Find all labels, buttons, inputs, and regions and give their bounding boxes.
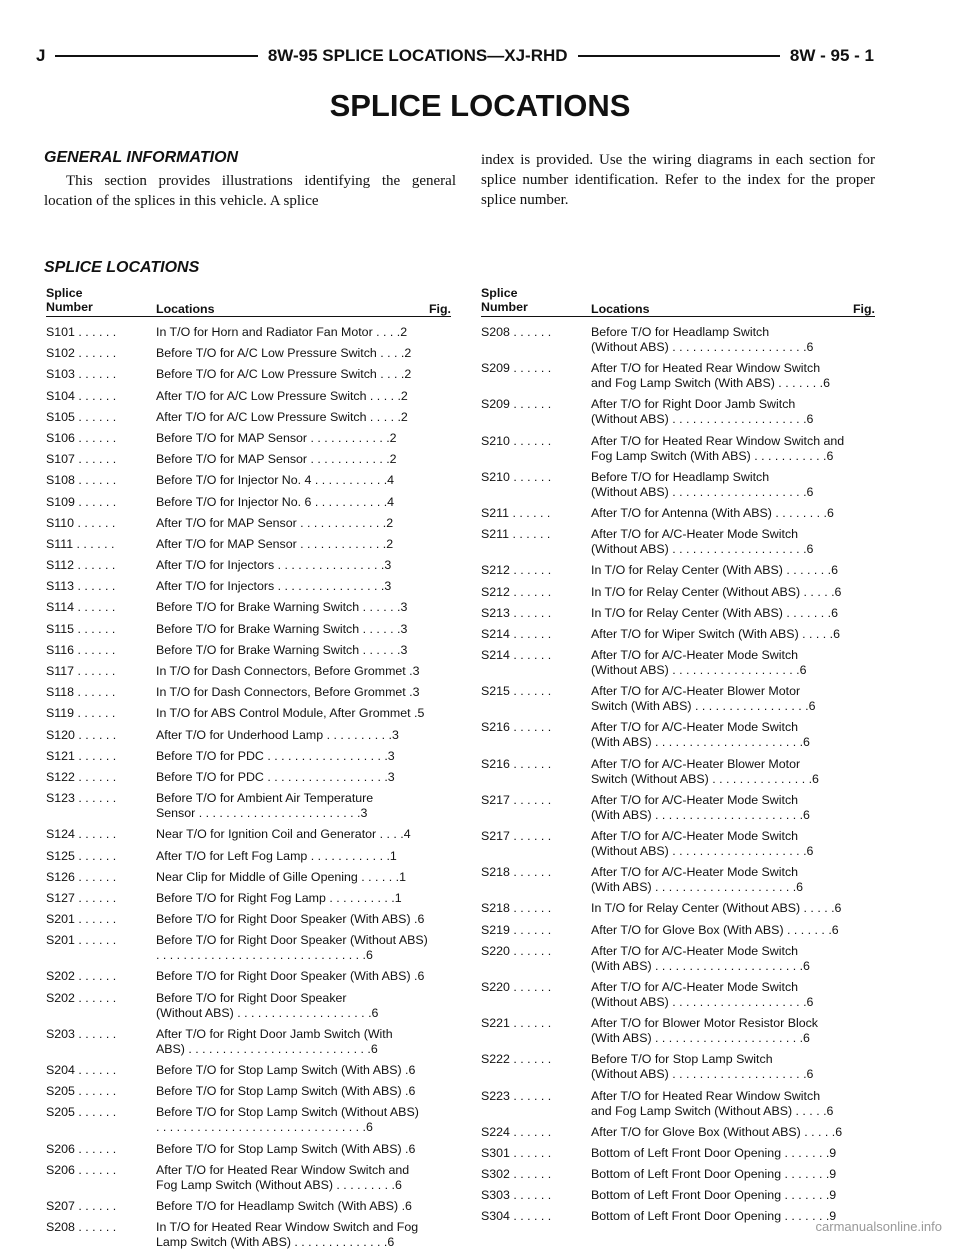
splice-location: After T/O for Blower Motor Resistor Block (With ABS) . . . . . . . . . . . . . . . . . . . . . .6 [591,1016,818,1046]
splice-number: S222 . . . . . . [481,1052,552,1067]
splice-location: Before T/O for Headlamp Switch (Without ABS) . . . . . . . . . . . . . . . . . . . .6 [591,469,814,499]
header-locations: Locations [156,302,215,316]
splice-row [481,527,875,557]
splice-location: After T/O for A/C-Heater Blower Motor Switch (Without ABS) . . . . . . . . . . . . . . .6 [591,756,819,786]
splice-location: Before T/O for A/C Low Pressure Switch . . . .2 [156,346,412,361]
general-text-left: This section provides illustrations identifying the general location of the splices in this vehicle. A splice [44,173,456,209]
splice-row [46,452,451,467]
splice-location: In T/O for Heated Rear Window Switch and Fog Lamp Switch (With ABS) . . . . . . . . . . . . . .6 [156,1220,419,1250]
page-header [36,44,874,68]
splice-location: Before T/O for Brake Warning Switch . . . . . .3 [156,600,408,615]
splice-number: S118 . . . . . . [46,685,116,700]
splice-row [481,1016,875,1046]
splice-location: After T/O for A/C-Heater Mode Switch (Without ABS) . . . . . . . . . . . . . . . . . . . .6 [591,527,814,557]
splice-location: After T/O for A/C Low Pressure Switch . . . . .2 [156,409,408,424]
splice-row [46,912,451,927]
splice-number: S223 . . . . . . [481,1088,552,1103]
splice-location: After T/O for A/C-Heater Mode Switch (Without ABS) . . . . . . . . . . . . . . . . . . . .6 [591,829,814,858]
splice-location: In T/O for ABS Control Module, After Grommet .5 [156,706,425,721]
splice-row [46,1084,451,1099]
splice-number: S211 . . . . . . [481,527,551,542]
splice-location: After T/O for MAP Sensor . . . . . . . . . . . . .2 [156,515,394,530]
splice-location: After T/O for Antenna (With ABS) . . . . . . . .6 [591,505,834,520]
splice-row [46,622,451,637]
splice-row [46,706,451,721]
splice-row [46,346,451,361]
splice-row [46,367,451,382]
splice-row [46,1199,451,1214]
splice-row [481,361,875,391]
header-splice: Splice [46,286,83,300]
splice-number: S208 . . . . . . [481,325,552,339]
splice-row [481,1167,875,1182]
splice-row [481,720,875,750]
splice-number: S124 . . . . . . [46,827,117,842]
splice-number: S122 . . . . . . [46,769,117,784]
splice-row [481,829,875,859]
splice-number: S303 . . . . . . [481,1188,552,1203]
splice-number: S201 . . . . . . [46,933,117,948]
splice-number: S207 . . . . . . [46,1198,117,1213]
splice-row [46,891,451,906]
splice-number: S220 . . . . . . [481,979,552,994]
splice-number: S109 . . . . . . [46,494,117,509]
splice-number: S103 . . . . . . [46,367,117,382]
right-rows [481,325,875,1224]
splice-number: S112 . . . . . . [46,558,116,573]
splice-row [46,431,451,446]
splice-row [46,473,451,488]
table-header [46,286,451,317]
watermark[interactable]: carmanualsonline.info [815,1219,942,1234]
splice-location: After T/O for Injectors . . . . . . . . . . . . . . . .3 [156,558,392,573]
splice-number: S108 . . . . . . [46,473,117,488]
splice-row [46,933,451,963]
splice-row [46,579,451,594]
splice-row [46,827,451,842]
splice-number: S301 . . . . . . [481,1145,552,1160]
splice-number: S209 . . . . . . [481,397,552,412]
splice-location: After T/O for Injectors . . . . . . . . . . . . . . . .3 [156,579,392,594]
splice-row [46,770,451,785]
splice-number: S125 . . . . . . [46,848,117,863]
splice-location: Before T/O for Right Door Speaker (Without ABS) . . . . . . . . . . . . . . . . . . . .6 [156,990,379,1020]
splice-location: After T/O for Heated Rear Window Switch and Fog Lamp Switch (With ABS) . . . . . . . . . . .6 [591,433,845,463]
splice-row [481,325,875,355]
splice-number: S209 . . . . . . [481,361,552,376]
splice-row [481,585,875,600]
splice-number: S220 . . . . . . [481,943,552,958]
splice-number: S204 . . . . . . [46,1063,117,1077]
splice-number: S211 . . . . . . [481,505,551,520]
splice-location: After T/O for Wiper Switch (With ABS) . . . . .6 [591,626,841,641]
general-text-right: index is provided. Use the wiring diagrams in each section for splice number identification. Refer to the index for the proper splice number. [481,152,875,208]
splice-row [46,389,451,404]
splice-location: Before T/O for Stop Lamp Switch (Without ABS) . . . . . . . . . . . . . . . . . . . .6 [591,1052,814,1082]
splice-number: S116 . . . . . . [46,642,116,657]
splice-location: After T/O for Left Fog Lamp . . . . . . . . . . . .1 [156,848,397,863]
splice-number: S302 . . . . . . [481,1167,552,1182]
splice-number: S221 . . . . . . [481,1016,552,1031]
splice-location: In T/O for Dash Connectors, Before Grommet .3 [156,664,420,678]
splice-row [46,1142,451,1157]
splice-row [46,558,451,573]
splice-number: S121 . . . . . . [46,748,117,763]
splice-row [46,969,451,984]
splice-row [481,397,875,427]
splice-row [46,325,451,340]
splice-number: S101 . . . . . . [46,325,117,339]
splice-number: S104 . . . . . . [46,388,117,403]
header-splice-number [481,286,528,314]
header-rule-left [55,55,257,57]
splice-number: S111 . . . . . . [46,536,115,551]
splice-location: Near T/O for Ignition Coil and Generator . . . .4 [156,827,411,842]
splice-row [481,1052,875,1082]
header-center: 8W-95 SPLICE LOCATIONS—XJ-RHD [267,46,568,65]
header-fig: Fig. [428,302,451,316]
splice-location: Before T/O for Right Door Speaker (With ABS) .6 [156,912,425,927]
splice-location: Before T/O for Right Door Speaker (Without ABS) . . . . . . . . . . . . . . . . . . . . . . . . . . . . . . .6 [156,933,428,963]
splice-location: After T/O for Glove Box (Without ABS) . . . . .6 [591,1124,843,1139]
splice-number: S304 . . . . . . [481,1209,552,1224]
splice-location: Before T/O for Ambient Air Temperature Sensor . . . . . . . . . . . . . . . . . . . . . . . .3 [156,791,374,821]
splice-row [481,648,875,678]
header-rule-right [578,55,780,57]
splice-location: In T/O for Relay Center (Without ABS) . . . . .6 [591,584,842,599]
splice-location: After T/O for Underhood Lamp . . . . . . . . . .3 [156,727,399,742]
splice-number: S105 . . . . . . [46,409,117,424]
splice-location: Before T/O for PDC . . . . . . . . . . . . . . . . . .3 [156,769,395,784]
splice-row [481,793,875,823]
splice-row [481,563,875,578]
splice-number: S224 . . . . . . [481,1124,552,1139]
splice-row [481,980,875,1010]
splice-number: S216 . . . . . . [481,720,552,735]
splice-location: After T/O for Heated Rear Window Switch and Fog Lamp Switch (With ABS) . . . . . . .6 [591,361,830,391]
splice-row [46,870,451,885]
splice-row [46,1220,451,1250]
splice-location: After T/O for A/C Low Pressure Switch . . . . .2 [156,388,408,403]
splice-location: After T/O for MAP Sensor . . . . . . . . . . . . .2 [156,536,394,551]
splice-number: S217 . . . . . . [481,829,552,843]
splice-number: S113 . . . . . . [46,579,116,594]
splice-table-right [481,286,875,1231]
splice-number: S202 . . . . . . [46,969,117,984]
splice-row [46,664,451,679]
splice-row [46,849,451,864]
splice-location: After T/O for Glove Box (With ABS) . . . . . . .6 [591,922,839,937]
splice-row [46,1163,451,1193]
splice-number: S215 . . . . . . [481,684,552,699]
page-title: SPLICE LOCATIONS [329,88,631,123]
splice-location: After T/O for A/C-Heater Mode Switch (With ABS) . . . . . . . . . . . . . . . . . . . . .6 [591,865,804,895]
splice-row [481,1146,875,1161]
splice-number: S206 . . . . . . [46,1162,117,1177]
splice-location: After T/O for A/C-Heater Mode Switch (With ABS) . . . . . . . . . . . . . . . . . . . . . .6 [591,720,810,750]
general-heading: GENERAL INFORMATION [44,149,239,166]
splice-number: S202 . . . . . . [46,990,117,1005]
splice-number: S120 . . . . . . [46,727,117,742]
splice-row [481,944,875,974]
splice-location: In T/O for Relay Center (Without ABS) . . . . .6 [591,901,842,916]
splice-number: S110 . . . . . . [46,515,116,530]
splice-location: In T/O for Relay Center (With ABS) . . . . . . .6 [591,563,838,578]
splice-location: Bottom of Left Front Door Opening . . . . . . .9 [591,1145,837,1160]
splice-location: After T/O for Right Door Jamb Switch (With ABS) . . . . . . . . . . . . . . . . . . . . . . . . . . .6 [156,1026,393,1056]
splice-location: Before T/O for Stop Lamp Switch (With ABS) .6 [156,1084,416,1099]
splice-row [481,1125,875,1140]
splice-number: S102 . . . . . . [46,346,117,361]
splice-location: Before T/O for Brake Warning Switch . . . . . .3 [156,642,408,657]
splice-number: S127 . . . . . . [46,890,117,905]
left-rows [46,325,451,1250]
splice-location: After T/O for A/C-Heater Mode Switch (Without ABS) . . . . . . . . . . . . . . . . . . .6 [591,648,807,678]
splice-number: S205 . . . . . . [46,1084,117,1099]
splice-row [481,1089,875,1119]
splice-row [481,434,875,464]
splice-row [46,516,451,531]
header-left: J [36,46,46,65]
splice-location: Before T/O for Right Door Speaker (With ABS) .6 [156,969,425,984]
splice-row [481,757,875,787]
splice-number: S218 . . . . . . [481,865,552,880]
splice-location: Before T/O for Headlamp Switch (Without ABS) . . . . . . . . . . . . . . . . . . . .6 [591,325,814,354]
splice-number: S217 . . . . . . [481,792,552,807]
splice-location: In T/O for Dash Connectors, Before Grommet .3 [156,685,420,700]
splice-row [46,495,451,510]
splice-row [481,506,875,521]
splice-number: S201 . . . . . . [46,912,117,927]
splice-number: S107 . . . . . . [46,452,117,467]
splice-location: Bottom of Left Front Door Opening . . . . . . .9 [591,1167,837,1182]
splice-row [46,728,451,743]
splice-number: S203 . . . . . . [46,1026,117,1041]
splice-number: S212 . . . . . . [481,584,552,599]
splice-number: S115 . . . . . . [46,621,116,636]
splice-number: S123 . . . . . . [46,791,117,806]
splice-locations-heading: SPLICE LOCATIONS [44,259,200,276]
splice-location: After T/O for A/C-Heater Mode Switch (With ABS) . . . . . . . . . . . . . . . . . . . . . .6 [591,792,810,822]
splice-location: Before T/O for PDC . . . . . . . . . . . . . . . . . .3 [156,748,395,763]
splice-location: Bottom of Left Front Door Opening . . . . . . .9 [591,1209,837,1224]
splice-location: In T/O for Horn and Radiator Fan Motor . . . .2 [156,325,408,339]
splice-location: After T/O for A/C-Heater Blower Motor Switch (With ABS) . . . . . . . . . . . . . . . . .6 [591,684,816,714]
splice-location: Before T/O for Headlamp Switch (With ABS) .6 [156,1198,412,1213]
table-header [481,286,875,317]
splice-number: S119 . . . . . . [46,706,116,721]
splice-row [46,1027,451,1057]
splice-number: S212 . . . . . . [481,563,552,578]
splice-row [46,643,451,658]
header-fig: Fig. [852,302,875,316]
header-splice-number [46,286,93,314]
splice-number: S210 . . . . . . [481,433,552,448]
splice-number: S219 . . . . . . [481,922,552,937]
splice-location: Bottom of Left Front Door Opening . . . . . . .9 [591,1188,837,1203]
splice-row [481,684,875,714]
splice-number: S206 . . . . . . [46,1141,117,1156]
splice-number: S214 . . . . . . [481,648,552,663]
header-right: 8W - 95 - 1 [789,46,874,65]
splice-number: S213 . . . . . . [481,605,552,620]
splice-location: Before T/O for Stop Lamp Switch (With ABS) .6 [156,1141,416,1156]
splice-number: S126 . . . . . . [46,869,117,884]
splice-location: After T/O for A/C-Heater Mode Switch (With ABS) . . . . . . . . . . . . . . . . . . . . . .6 [591,943,810,973]
splice-number: S208 . . . . . . [46,1220,117,1235]
splice-row [46,537,451,552]
header-locations: Locations [591,302,650,316]
splice-location: Before T/O for MAP Sensor . . . . . . . . . . . .2 [156,430,397,445]
splice-number: S117 . . . . . . [46,664,116,678]
splice-row [46,1063,451,1078]
splice-number: S114 . . . . . . [46,600,116,615]
splice-location: Before T/O for Injector No. 4 . . . . . . . . . . .4 [156,473,395,488]
splice-table-left [46,286,451,1256]
splice-location: Near Clip for Middle of Gille Opening . . . . . .1 [156,869,406,884]
splice-number: S214 . . . . . . [481,626,552,641]
splice-number: S216 . . . . . . [481,756,552,771]
splice-location: Before T/O for Stop Lamp Switch (With ABS) .6 [156,1063,416,1077]
splice-row [46,410,451,425]
splice-row [481,470,875,500]
splice-number: S205 . . . . . . [46,1105,117,1120]
splice-row [46,685,451,700]
splice-row [481,606,875,621]
header-number: Number [481,300,528,314]
splice-number: S106 . . . . . . [46,430,117,445]
splice-row [481,901,875,916]
splice-location: Before T/O for Stop Lamp Switch (Without ABS) . . . . . . . . . . . . . . . . . . . . . . . . . . . . . . .6 [156,1105,419,1135]
splice-row [481,865,875,895]
splice-row [46,791,451,821]
splice-number: S210 . . . . . . [481,469,552,484]
splice-number: S218 . . . . . . [481,901,552,916]
splice-location: After T/O for A/C-Heater Mode Switch (Without ABS) . . . . . . . . . . . . . . . . . . . .6 [591,979,814,1009]
header-number: Number [46,300,93,314]
splice-location: In T/O for Relay Center (With ABS) . . . . . . .6 [591,605,838,620]
splice-row [46,600,451,615]
splice-location: Before T/O for Injector No. 6 . . . . . . . . . . .4 [156,494,395,509]
splice-row [46,991,451,1021]
splice-row [481,627,875,642]
splice-location: Before T/O for MAP Sensor . . . . . . . . . . . .2 [156,452,397,467]
splice-location: After T/O for Heated Rear Window Switch and Fog Lamp Switch (Without ABS) . . . . .6 [591,1088,834,1118]
splice-location: Before T/O for Brake Warning Switch . . . . . .3 [156,621,408,636]
header-splice: Splice [481,286,518,300]
splice-row [481,923,875,938]
splice-row [481,1188,875,1203]
splice-location: After T/O for Heated Rear Window Switch and Fog Lamp Switch (Without ABS) . . . . . . . . .6 [156,1162,410,1192]
splice-location: Before T/O for A/C Low Pressure Switch . . . .2 [156,367,412,382]
splice-row [46,1105,451,1135]
splice-location: Before T/O for Right Fog Lamp . . . . . . . . . .1 [156,890,402,905]
splice-location: After T/O for Right Door Jamb Switch (Without ABS) . . . . . . . . . . . . . . . . . . . .6 [591,397,814,427]
splice-row [46,749,451,764]
